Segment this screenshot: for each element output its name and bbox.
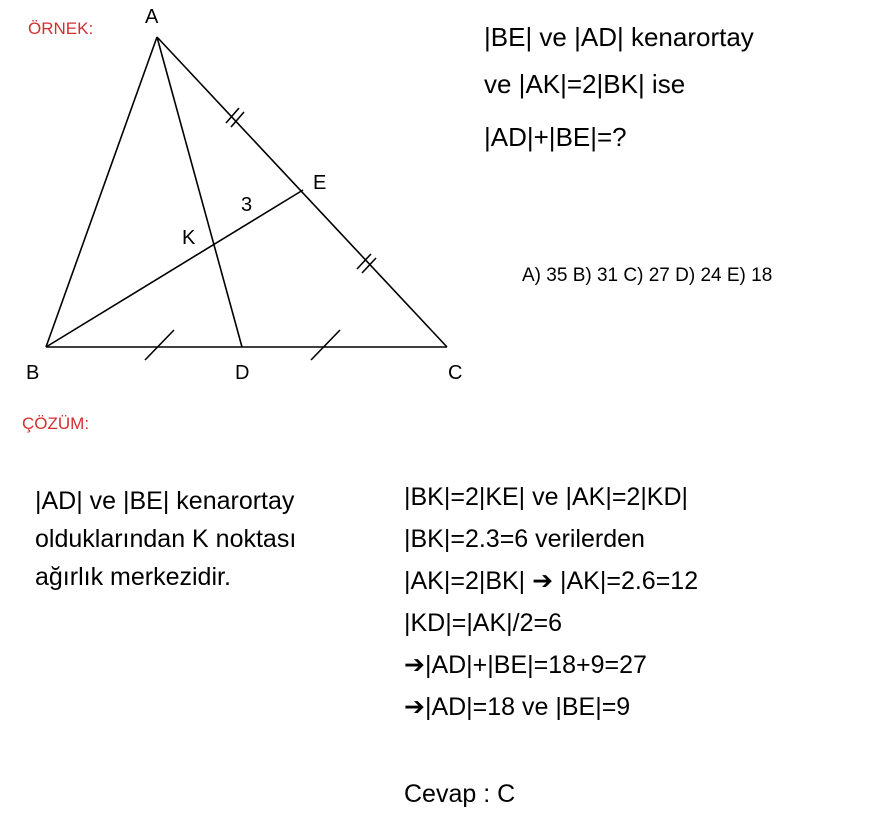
median-be <box>46 190 303 347</box>
solution-label: ÇÖZÜM: <box>22 414 90 433</box>
side-ab <box>46 37 157 347</box>
question-line-3: |AD|+|BE|=? <box>484 122 627 152</box>
segment-label-ke: 3 <box>241 194 253 216</box>
tick-marks-ec <box>357 254 376 273</box>
vertex-label-b: B <box>26 362 40 384</box>
tick-mark-bd <box>145 330 174 360</box>
step-text: |BK|=2.3=6 verilerden <box>404 525 645 553</box>
answer-choices: A) 35 B) 31 C) 27 D) 24 E) 18 <box>522 265 773 286</box>
step-text: |BK|=2|KE| ve |AK|=2|KD| <box>404 483 689 511</box>
solution-step-6 <box>404 695 630 720</box>
explanation-line-3: ağırlık merkezidir. <box>35 563 231 591</box>
step-text: |AD|+|BE|=18+9=27 <box>424 651 647 679</box>
side-ac <box>157 37 447 347</box>
vertex-label-e: E <box>313 172 327 194</box>
solution-step-3 <box>404 569 698 594</box>
tick-marks-ae <box>226 108 244 127</box>
explanation-block <box>35 482 296 596</box>
tick-mark-dc <box>311 330 340 360</box>
question-line-2: ve |AK|=2|BK| ise <box>484 69 686 99</box>
solution-step-4 <box>404 611 562 636</box>
explanation-line-2: olduklarından K noktası <box>35 525 297 553</box>
solution-step-1 <box>404 485 688 510</box>
vertex-label-d: D <box>235 362 250 384</box>
step-text: |AD|=18 ve |BE|=9 <box>424 693 631 721</box>
example-label: ÖRNEK: <box>28 19 94 38</box>
step-arrow-icon: ➔ <box>404 693 425 721</box>
answer-line: Cevap : C <box>404 780 516 808</box>
solution-step-5 <box>404 653 647 678</box>
solution-step-2 <box>404 527 645 552</box>
explanation-line-1: |AD| ve |BE| kenarortay <box>35 487 295 515</box>
vertex-label-k: K <box>182 227 196 249</box>
step-text: |AK|=2|BK| ➔ |AK|=2.6=12 <box>404 567 699 595</box>
question-line-1: |BE| ve |AD| kenarortay <box>484 22 754 52</box>
vertex-label-c: C <box>448 362 463 384</box>
vertex-label-a: A <box>145 6 159 28</box>
step-arrow-icon: ➔ <box>404 651 425 679</box>
step-text: |KD|=|AK|/2=6 <box>404 609 563 637</box>
